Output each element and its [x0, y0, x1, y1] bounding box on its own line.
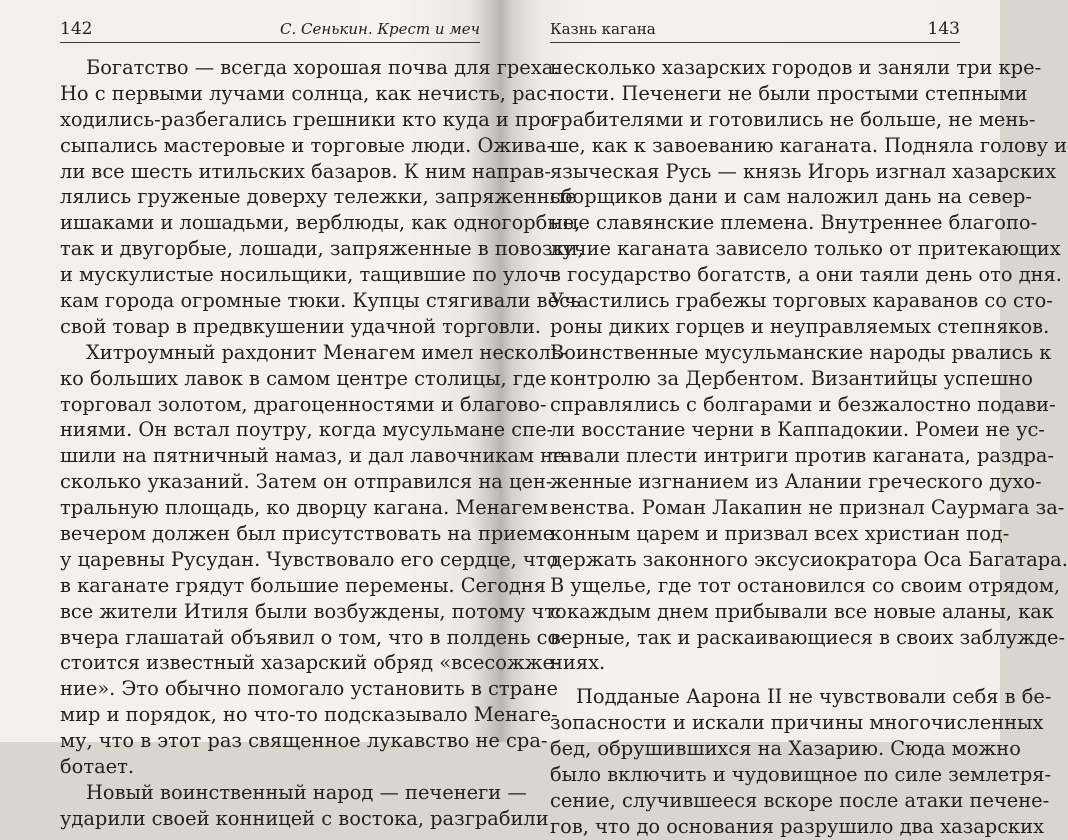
text-line: ли все шесть итильских базаров. К ним направ- — [60, 159, 551, 183]
text-line: держать законного эксусиократора Оса Багатара. — [550, 547, 1068, 571]
text-line: вчера глашатай объявил о том, что в полдень со- — [60, 625, 566, 649]
text-line: кам города огромные тюки. Купцы стягивали весь — [60, 289, 581, 313]
text-line: конным царем и призвал всех христиан под- — [550, 522, 1010, 546]
text-line: языческая Русь — князь Игорь изгнал хазарских — [550, 159, 1057, 183]
text-line: было включить и чудовищное по силе землетря- — [550, 763, 1052, 787]
text-line: сколько указаний. Затем он отправился на цен- — [60, 470, 553, 494]
running-header-left — [60, 18, 480, 40]
text-line: лялись груженые доверху тележки, запряженные — [60, 185, 577, 209]
text-line: гов, что до основания разрушило два хазарских — [550, 814, 1045, 838]
text-line: сборщиков дани и сам наложил дань на север- — [550, 185, 1032, 209]
text-line: Участились грабежы торговых караванов со сто- — [550, 289, 1053, 313]
text-line: лучие каганата зависело только от притекающих — [550, 237, 1061, 261]
text-line: му, что в этот раз священное лукавство не сра- — [60, 729, 548, 753]
text-line: несколько хазарских городов и заняли три кре- — [550, 56, 1042, 79]
text-line: грабителями и готовились не больше, не мень- — [550, 107, 1036, 131]
text-line: Воинственные мусульманские народы рвались к — [550, 340, 1052, 364]
right-page-text — [550, 55, 1068, 840]
text-line: ли восстание черни в Каппадокии. Ромеи не ус- — [550, 418, 1045, 442]
text-line: контролю за Дербентом. Византийцы успешно — [550, 366, 1033, 390]
text-line: верные, так и раскаивающиеся в своих заблужде- — [550, 625, 1065, 649]
text-line: вечером должен был присутствовать на приеме — [60, 522, 555, 546]
text-line: Новый воинственный народ — печенеги — — [86, 780, 527, 804]
text-line: зопасности и искали причины многочисленных — [550, 711, 1044, 735]
text-line: Хитроумный рахдонит Менагем имел несколь- — [86, 340, 568, 364]
text-line: так и двугорбые, лошади, запряженные в повозки, — [60, 237, 584, 261]
text-line: пости. Печенеги не были простыми степными — [550, 81, 1028, 105]
text-line: ко больших лавок в самом центре столицы, где — [60, 366, 547, 390]
text-line: в государство богатств, а они таяли день ото дня. — [550, 263, 1062, 287]
text-line: ударили своей конницей с востока, разграбили — [60, 806, 549, 830]
text-line: В ущелье, где тот остановился со своим отрядом, — [550, 573, 1061, 597]
text-line: Но с первыми лучами солнца, как нечисть, рас- — [60, 81, 554, 105]
right-page — [500, 0, 1068, 838]
text-line: у царевны Русудан. Чувствовало его сердце, что — [60, 547, 559, 571]
text-line: ние». Это обычно помогало установить в стране — [60, 677, 558, 701]
running-head-chapter-title: Казнь кагана — [550, 20, 656, 38]
text-line: и мускулистые носильщики, тащившие по улоч- — [60, 263, 558, 287]
text-line: в каганате грядут большие перемены. Сегодня — [60, 573, 546, 597]
header-rule-left — [60, 42, 480, 43]
page-number-right: 143 — [927, 19, 960, 39]
text-line: торговал золотом, драгоценностями и благово- — [60, 392, 547, 416]
text-line: все жители Итиля были возбуждены, потому что — [60, 599, 567, 623]
text-line: ниями. Он встал поутру, когда мусульмане спе- — [60, 418, 554, 442]
text-line: ишаками и лошадьми, верблюды, как одногорбые, — [60, 211, 581, 235]
text-line: ботает. — [60, 755, 135, 779]
text-line: тральную площадь, ко дворцу кагана. Менагем — [60, 496, 548, 520]
text-line: Богатство — всегда хорошая почва для греха. — [86, 56, 560, 79]
page-number-left: 142 — [60, 19, 93, 39]
text-line: справлялись с болгарами и безжалостно подави- — [550, 392, 1056, 416]
running-head-book-title: С. Сенькин. Крест и меч — [279, 20, 480, 38]
text-line: ниях. — [550, 651, 606, 675]
text-line: ходились-разбегались грешники кто куда и про- — [60, 107, 559, 131]
text-line: сыпались мастеровые и торговые люди. Ожива- — [60, 133, 554, 157]
text-line: бед, обрушившихся на Хазарию. Сюда можно — [550, 737, 1021, 761]
text-line: Подданые Аарона II не чувствовали себя в бе- — [576, 685, 1052, 709]
text-line: роны диких горцев и неуправляемых степняков. — [550, 314, 1050, 338]
text-line: женные изгнанием из Алании греческого духо- — [550, 470, 1042, 494]
text-line: ше, как к завоеванию каганата. Подняла голову и — [550, 133, 1068, 157]
text-line: свой товар в предвкушении удачной торговли. — [60, 314, 542, 338]
header-rule-right — [550, 42, 960, 43]
text-line: с каждым днем прибывали все новые аланы, как — [550, 599, 1054, 623]
running-header-right — [550, 18, 960, 40]
text-line: сение, случившееся вскоре после атаки печене- — [550, 788, 1050, 812]
text-line: тавали плести интриги против каганата, раздра- — [550, 444, 1054, 468]
text-line: стоится известный хазарский обряд «всесожже- — [60, 651, 561, 675]
text-line: мир и порядок, но что-то подсказывало Менаге- — [60, 703, 558, 727]
text-line: венства. Роман Лакапин не признал Саурмага за- — [550, 496, 1065, 520]
text-line: шили на пятничный намаз, и дал лавочникам не- — [60, 444, 572, 468]
text-line: ные славянские племена. Внутреннее благопо- — [550, 211, 1038, 235]
